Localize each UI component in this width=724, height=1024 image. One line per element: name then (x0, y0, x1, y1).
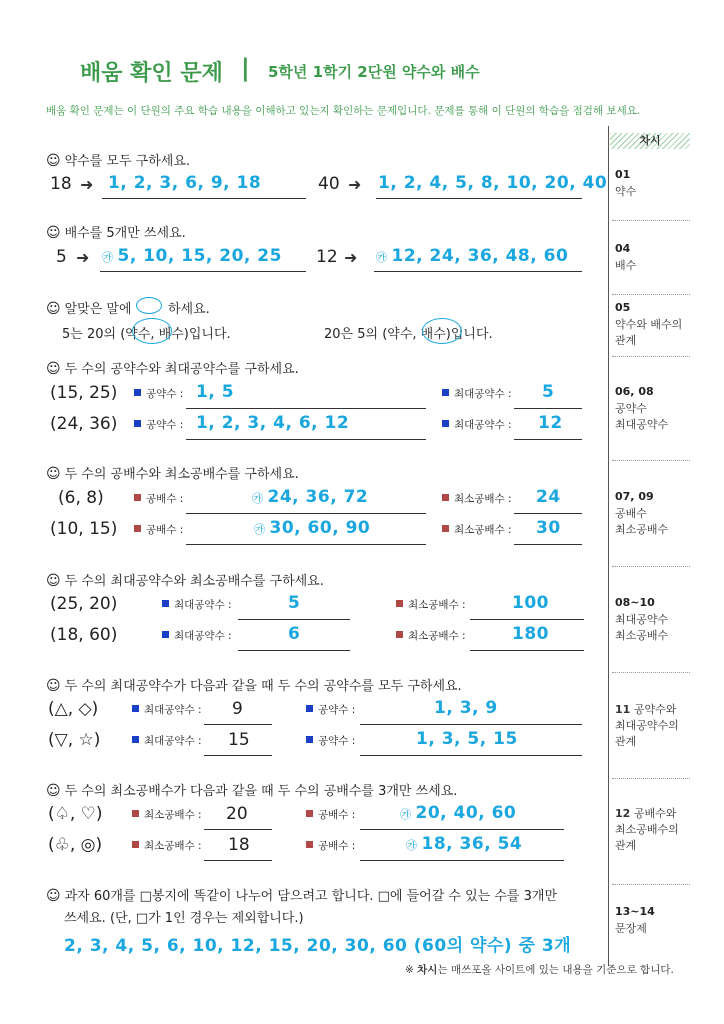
number-label: 5 (56, 247, 67, 267)
label-text: 최소공배수 : (408, 630, 466, 642)
sidebar-item-text: 공약수 최대공약수 (615, 402, 669, 431)
pair-label: (♧, ◎) (48, 835, 103, 855)
question-4 (46, 358, 299, 377)
field-label (134, 417, 183, 432)
answer-text: 1, 3, 9 (434, 698, 498, 718)
label-text: 공배수 : (146, 493, 184, 505)
footnote-text: 는 매쓰포올 사이트에 있는 내용을 기준으로 합니다. (437, 964, 674, 976)
red-square-icon (396, 600, 403, 607)
pair-label: (15, 25) (50, 383, 118, 403)
label-text: 공약수 : (318, 704, 356, 716)
question-8 (46, 780, 457, 799)
page-subtitle (268, 61, 480, 82)
label-text: 최소공배수 : (144, 809, 202, 821)
red-square-icon (132, 841, 139, 848)
sidebar-item-num: 04 (615, 242, 631, 255)
answer-line (374, 271, 582, 272)
field-label (306, 702, 355, 717)
answer-text: 5, 10, 15, 20, 25 (117, 246, 282, 266)
given-value: 15 (228, 730, 250, 750)
sidebar-item-num: 08~10 (615, 596, 655, 609)
pair-label: (25, 20) (50, 594, 118, 614)
red-square-icon (134, 494, 141, 501)
number-label: 12 (316, 247, 338, 267)
answer-line (186, 439, 426, 440)
sidebar-separator (612, 778, 690, 779)
field-label (396, 597, 466, 612)
answer-mark-icon: ㉮ (252, 492, 264, 505)
question-text-line2: 쓰세요. (단, □가 1인 경우는 제외합니다.) (64, 911, 304, 926)
answer (406, 834, 522, 854)
pair-label: (6, 8) (58, 488, 104, 508)
blue-square-icon (134, 420, 141, 427)
answer-text: 24, 36, 72 (267, 487, 369, 507)
choice-baesu: 배수 (420, 327, 446, 342)
circle-mark-icon (132, 318, 172, 344)
question-3 (46, 298, 132, 317)
question-text-post: 하세요. (168, 302, 210, 317)
answer-line (514, 408, 582, 409)
field-label (306, 733, 355, 748)
question-text: 두 수의 최소공배수가 다음과 같을 때 두 수의 공배수를 3개만 쓰세요. (64, 784, 458, 799)
given-value: 9 (232, 699, 243, 719)
answer-line (186, 408, 426, 409)
answer-line (514, 513, 582, 514)
sidebar-heading: 차시 (610, 133, 690, 149)
answer-text: 12 (538, 413, 563, 433)
page-title: 배움 확인 문제 (80, 61, 223, 86)
answer-line (204, 724, 272, 725)
statement-b (324, 323, 493, 342)
blue-square-icon (442, 420, 449, 427)
question-9 (46, 885, 557, 904)
smiley-icon: ☺ (46, 783, 61, 799)
answer-text: 12, 24, 36, 48, 60 (391, 246, 569, 266)
title-divider: | (241, 54, 250, 82)
sidebar-item-text: 공배수와 최소공배수의 관계 (615, 807, 679, 852)
smiley-icon: ☺ (46, 153, 61, 169)
label-text: 최대공약수 : (174, 630, 232, 642)
field-label (396, 628, 466, 643)
question-text: 약수를 모두 구하세요. (64, 154, 191, 169)
sidebar-item-text: 배수 (615, 259, 637, 272)
smiley-icon: ☺ (46, 225, 61, 241)
smiley-icon: ☺ (46, 573, 61, 589)
answer-mark-icon: ㉮ (102, 251, 114, 264)
statement-b-pre: 20은 5의 (약수, (324, 327, 421, 342)
answer-line (102, 198, 306, 199)
smiley-icon: ☺ (46, 678, 61, 694)
page-subtitle-text: 5학년 1학기 2단원 약수와 배수 (268, 63, 480, 81)
blue-square-icon (306, 736, 313, 743)
sidebar-item-num: 07, 09 (615, 490, 654, 503)
field-label (132, 807, 202, 822)
label-text: 공배수 : (318, 809, 356, 821)
sidebar-item-text: 공배수 최소공배수 (615, 507, 669, 536)
red-square-icon (396, 631, 403, 638)
sidebar-separator (612, 356, 690, 357)
label-text: 공약수 : (146, 419, 184, 431)
label-text: 최소공배수 : (454, 493, 512, 505)
answer-text: 1, 2, 4, 5, 8, 10, 20, 40 (378, 173, 608, 193)
answer-text: 1, 5 (196, 382, 235, 402)
answer-text: 2, 3, 4, 5, 6, 10, 12, 15, 20, 30, 60 (60의 약수) 중 3개 (64, 936, 572, 956)
answer-line (360, 724, 582, 725)
field-label (132, 838, 202, 853)
circle-mark-icon (136, 297, 162, 314)
circle-mark-icon (422, 318, 462, 344)
field-label (134, 386, 183, 401)
answer-text: 6 (288, 624, 301, 644)
arrow-right-icon: ➜ (80, 175, 94, 194)
answer-text: 30, 60, 90 (269, 518, 371, 538)
given-value: 18 (228, 835, 250, 855)
label-text: 최대공약수 : (174, 599, 232, 611)
red-square-icon (306, 810, 313, 817)
answer-line (204, 829, 272, 830)
label-text: 공배수 : (318, 840, 356, 852)
label-text: 공배수 : (146, 524, 184, 536)
sidebar-item-num: 06, 08 (615, 385, 654, 398)
label-text: 최소공배수 : (454, 524, 512, 536)
question-2 (46, 222, 186, 241)
intro-text: 배움 확인 문제는 이 단원의 주요 학습 내용을 이해하고 있는지 확인하는 문제입니다. 문제를 통해 이 단원의 학습을 점검해 보세요. (46, 105, 641, 117)
red-square-icon (306, 841, 313, 848)
field-label (132, 733, 202, 748)
label-text: 공약수 : (318, 735, 356, 747)
sidebar-item-num: 05 (615, 301, 631, 314)
number-label: 18 (50, 174, 72, 194)
answer-text: 100 (512, 593, 549, 613)
label-text: 최대공약수 : (144, 704, 202, 716)
arrow-right-icon: ➜ (76, 248, 90, 267)
answer (254, 518, 370, 538)
blue-square-icon (162, 631, 169, 638)
footnote-mark: ※ (405, 964, 414, 976)
sidebar-divider (608, 126, 609, 966)
label-text: 최대공약수 : (454, 419, 512, 431)
sidebar-item-text: 약수 (615, 185, 637, 198)
footnote (405, 962, 674, 977)
question-text-pre: 알맞은 말에 (64, 302, 132, 317)
sidebar-item-text: 약수와 배수의 관계 (615, 318, 683, 347)
blue-square-icon (442, 389, 449, 396)
answer-text: 1, 3, 5, 15 (416, 729, 518, 749)
label-text: 최대공약수 : (144, 735, 202, 747)
answer (400, 803, 516, 823)
answer-line (470, 650, 584, 651)
field-label (442, 491, 512, 506)
smiley-icon: ☺ (46, 301, 61, 317)
sidebar-separator (612, 884, 690, 885)
field-label (162, 597, 232, 612)
label-text: 공약수 : (146, 388, 184, 400)
question-text: 두 수의 공약수와 최대공약수를 구하세요. (64, 362, 299, 377)
field-label (134, 491, 183, 506)
sidebar-item-text: 문장제 (615, 922, 647, 935)
arrow-right-icon: ➜ (344, 248, 358, 267)
answer-text: 1, 2, 3, 6, 9, 18 (108, 173, 262, 193)
question-5 (46, 463, 299, 482)
answer-line (470, 619, 584, 620)
question-1 (46, 150, 190, 169)
label-text: 최대공약수 : (454, 388, 512, 400)
arrow-right-icon: ➜ (348, 175, 362, 194)
sidebar-item-num: 11 (615, 703, 631, 716)
sidebar-separator (612, 294, 690, 295)
smiley-icon: ☺ (46, 466, 61, 482)
answer-text: 30 (536, 518, 561, 538)
blue-square-icon (132, 736, 139, 743)
answer-text: 1, 2, 3, 4, 6, 12 (196, 413, 350, 433)
footnote-bold: 차시 (417, 964, 438, 976)
statement-b-post: )입니다. (445, 327, 493, 342)
answer-text: 5 (288, 593, 301, 613)
answer-line (204, 755, 272, 756)
red-square-icon (442, 525, 449, 532)
blue-square-icon (162, 600, 169, 607)
question-text: 두 수의 최대공약수와 최소공배수를 구하세요. (64, 574, 324, 589)
blue-square-icon (306, 705, 313, 712)
question-6 (46, 570, 324, 589)
question-text: 두 수의 최대공약수가 다음과 같을 때 두 수의 공약수를 모두 구하세요. (64, 679, 462, 694)
pair-label: (♤, ♡) (48, 804, 103, 824)
answer-mark-icon: ㉮ (400, 808, 412, 821)
pair-label: (10, 15) (50, 519, 118, 539)
answer-mark-icon: ㉮ (406, 839, 418, 852)
sidebar-separator (612, 672, 690, 673)
question-7 (46, 675, 462, 694)
sidebar-item-num: 01 (615, 168, 631, 181)
statement-a-pre: 5는 20의 ( (62, 327, 126, 342)
answer-line (376, 198, 582, 199)
sidebar-item-num: 13~14 (615, 905, 655, 918)
question-text: 두 수의 공배수와 최소공배수를 구하세요. (64, 467, 299, 482)
answer-mark-icon: ㉮ (376, 251, 388, 264)
pair-label: (24, 36) (50, 414, 118, 434)
sidebar-item (615, 702, 679, 750)
pair-label: (△, ◇) (48, 699, 99, 719)
pair-label: (18, 60) (50, 625, 118, 645)
given-value: 20 (226, 804, 248, 824)
sidebar-item-text: 최대공약수 최소공배수 (615, 613, 669, 642)
answer-line (186, 513, 426, 514)
question-text: 과자 60개를 □봉지에 똑같이 나누어 담으려고 합니다. □에 들어갈 수 있는 수를 3개만 (64, 889, 558, 904)
blue-square-icon (134, 389, 141, 396)
answer-line (514, 439, 582, 440)
answer-text: 18, 36, 54 (421, 834, 523, 854)
sidebar-item-text: 공약수와 최대공약수의 관계 (615, 703, 679, 748)
label-text: 최소공배수 : (144, 840, 202, 852)
field-label (442, 386, 512, 401)
answer-line (514, 544, 582, 545)
answer-line (360, 829, 564, 830)
answer (376, 246, 568, 266)
number-label: 40 (318, 174, 340, 194)
answer (252, 487, 368, 507)
answer-text: 20, 40, 60 (415, 803, 517, 823)
sidebar-separator (612, 220, 690, 221)
answer-line (100, 271, 306, 272)
field-label (442, 417, 512, 432)
sidebar-separator (612, 460, 690, 461)
answer-text: 5 (542, 382, 555, 402)
answer-text: 180 (512, 624, 549, 644)
field-label (306, 838, 355, 853)
sidebar-item (615, 806, 679, 854)
answer-line (186, 544, 426, 545)
field-label (132, 702, 202, 717)
red-square-icon (132, 810, 139, 817)
smiley-icon: ☺ (46, 361, 61, 377)
sidebar-item-num: 12 (615, 807, 631, 820)
field-label (162, 628, 232, 643)
answer-text: 24 (536, 487, 561, 507)
question-text: 배수를 5개만 쓰세요. (64, 226, 186, 241)
answer-line (204, 860, 272, 861)
sidebar-separator (612, 566, 690, 567)
answer-line (360, 755, 582, 756)
field-label (442, 522, 512, 537)
smiley-icon: ☺ (46, 888, 61, 904)
answer-line (360, 860, 564, 861)
field-label (306, 807, 355, 822)
red-square-icon (442, 494, 449, 501)
red-square-icon (134, 525, 141, 532)
answer (102, 246, 282, 266)
answer-line (238, 619, 350, 620)
label-text: 최소공배수 : (408, 599, 466, 611)
answer-line (238, 650, 350, 651)
field-label (134, 522, 183, 537)
answer-mark-icon: ㉮ (254, 523, 266, 536)
statement-a-post: , 배수)입니다. (150, 327, 231, 342)
blue-square-icon (132, 705, 139, 712)
pair-label: (▽, ☆) (48, 730, 101, 750)
choice-yaksu: 약수 (125, 327, 151, 342)
